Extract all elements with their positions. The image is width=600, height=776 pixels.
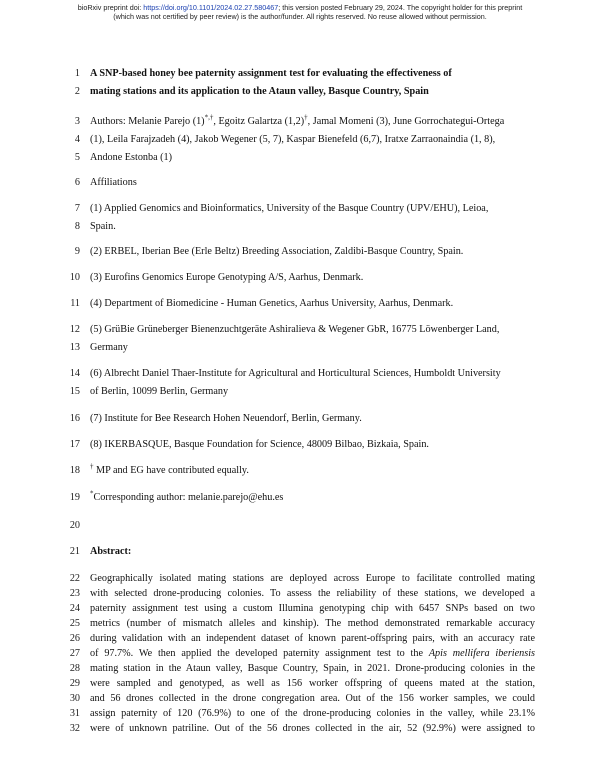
preprint-header [0,3,600,21]
line-number: 4 [74,134,80,145]
line-number: 28 [69,663,80,674]
line-number: 14 [69,368,80,379]
line-number: 21 [69,546,80,557]
line-number: 7 [74,203,80,214]
abstract-heading: Abstract: [90,546,132,557]
line-number: 12 [69,324,80,335]
line-number: 13 [69,342,80,353]
affiliation-3: (3) Eurofins Genomics Europe Genotyping A/S, Aarhus, Denmark. [90,272,364,283]
line-number: 10 [69,272,80,283]
title-line-2: mating stations and its application to the Ataun valley, Basque Country, Spain [90,86,429,97]
line-number: 17 [69,439,80,450]
affiliations-heading: Affiliations [90,177,137,188]
affiliation-7: (7) Institute for Bee Research Hohen Neuendorf, Berlin, Germany. [90,413,362,424]
line-number: 3 [74,116,80,127]
header-line-2: (which was not certified by peer review) is the author/funder. All rights reserved. No reuse allowed without permission. [113,12,487,21]
line-number: 22 [69,573,80,584]
line-number: 5 [74,152,80,163]
line-number: 6 [74,177,80,188]
corresponding-author: *Corresponding author: melanie.parejo@ehu.es [90,489,284,503]
line-number: 31 [69,708,80,719]
equal-contribution-note: † MP and EG have contributed equally. [90,462,249,476]
abstract-line: mating station in the Ataun valley, Basque Country, Spain, in 2021. Drone-producing colonies in the [90,663,535,674]
line-number: 15 [69,386,80,397]
abstract-line: during validation with an independent dataset of known parent-offspring pairs, with an accuracy rate [90,633,535,644]
abstract-line: and 56 drones collected in the drone congregation area. Out of the 156 worker samples, we could [90,693,535,704]
abstract-line: were sampled and genotyped, as well as 156 worker offspring of queens mated at the station, [90,678,535,689]
species-name: Apis mellifera iberiensis [428,648,535,659]
affiliation-6: (6) Albrecht Daniel Thaer-Institute for Agricultural and Horticultural Sciences, Humboldt University [90,368,501,379]
line-number: 20 [69,520,80,531]
header-line-1: bioRxiv preprint doi: https://doi.org/10.1101/2024.02.27.580467; this version posted February 29, 2024. The copyright holder for this preprint [77,3,523,12]
affiliation-8: (8) IKERBASQUE, Basque Foundation for Science, 48009 Bilbao, Bizkaia, Spain. [90,439,429,450]
affiliation-1-cont: Spain. [90,221,116,232]
line-number: 2 [74,86,80,97]
authors-line-2: (1), Leila Farajzadeh (4), Jakob Wegener (5, 7), Kaspar Bienefeld (6,7), Iratxe Zarraonaindia (1, 8), [90,134,496,145]
authors-line-3: Andone Estonba (1) [90,152,173,163]
line-number: 18 [69,465,80,476]
line-number: 11 [70,298,80,309]
abstract-line: Geographically isolated mating stations are deployed across Europe to facilitate controlled mating [90,573,535,584]
abstract-line: metrics (number of mismatch alleles and kinship). The method demonstrated remarkable accuracy [90,618,535,629]
line-number: 32 [69,723,80,734]
line-number: 29 [69,678,80,689]
abstract-line: with selected drone-producing colonies. To assess the reliability of these stations, we developed a [90,588,535,599]
line-number: 23 [69,588,80,599]
title-line-1: A SNP-based honey bee paternity assignment test for evaluating the effectiveness of [90,68,452,79]
line-number: 25 [69,618,80,629]
authors-line-1: Authors: Melanie Parejo (1)*,†, Egoitz Galartza (1,2)†, Jamal Momeni (3), June Gorrochategui-Ortega [90,113,505,127]
line-number: 9 [74,246,80,257]
abstract-line: paternity assignment test using a custom Illumina genotyping chip with 6457 SNPs based on two [90,603,535,614]
line-number: 19 [69,492,80,503]
line-number: 8 [74,221,80,232]
line-number: 24 [69,603,80,614]
abstract-line: were of unknown patriline. Out of the 56 drones collected in the air, 52 (92.9%) were assigned to [90,723,535,734]
line-number: 27 [69,648,80,659]
affiliation-1: (1) Applied Genomics and Bioinformatics, University of the Basque Country (UPV/EHU), Leioa, [90,203,489,214]
affiliation-4: (4) Department of Biomedicine - Human Genetics, Aarhus University, Aarhus, Denmark. [90,298,454,309]
line-number: 26 [69,633,80,644]
affiliation-2: (2) ERBEL, Iberian Bee (Erle Beltz) Breeding Association, Zaldibi-Basque Country, Spain. [90,246,464,257]
doi-link[interactable]: https://doi.org/10.1101/2024.02.27.580467 [143,3,279,12]
line-number: 30 [69,693,80,704]
line-number: 1 [74,68,80,79]
abstract-line: assign paternity of 120 (76.9%) to one of the drone-producing colonies in the valley, while 23.1% [90,708,535,719]
affiliation-5-cont: Germany [90,342,128,353]
affiliation-5: (5) GrüBie Grüneberger Bienenzuchtgeräte Ashiralieva & Wegener GbR, 16775 Löwenberger Land, [90,324,500,335]
line-number: 16 [69,413,80,424]
abstract-line: of 97.7%. We then applied the developed paternity assignment test to the Apis mellifera iberiensis [90,648,535,659]
affiliation-6-cont: of Berlin, 10099 Berlin, Germany [90,386,229,397]
